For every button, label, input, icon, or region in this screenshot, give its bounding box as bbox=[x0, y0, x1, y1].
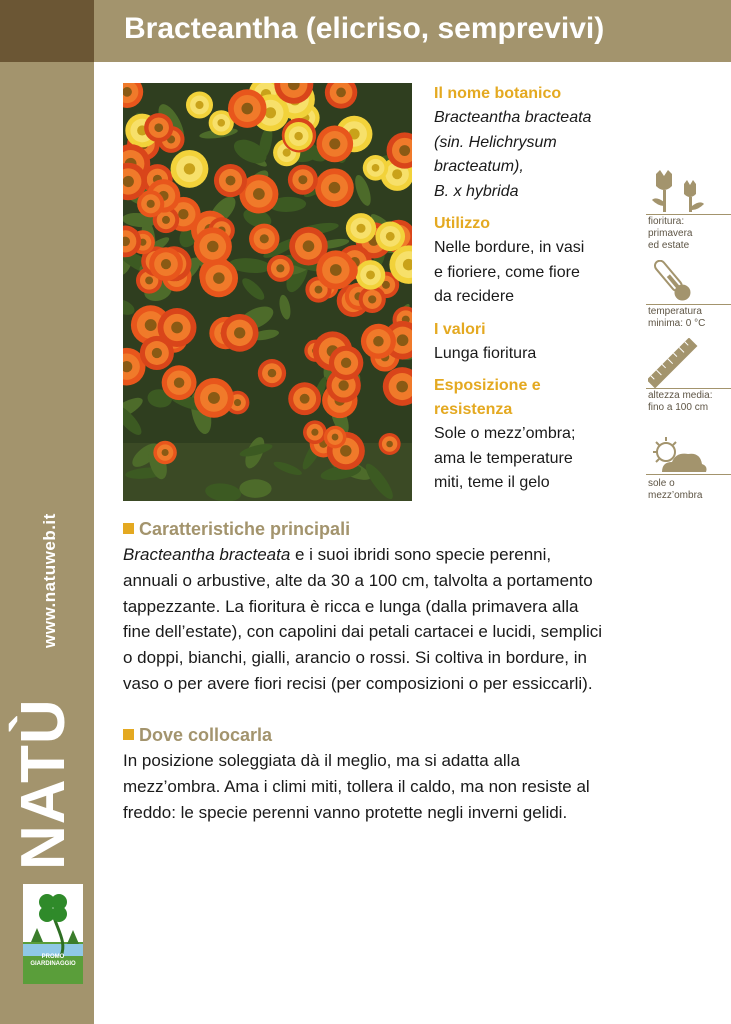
flower-head bbox=[221, 314, 259, 352]
placement-line: freddo: le specie perenni vanno protette negli inverni gelidi. bbox=[123, 802, 568, 822]
exposure-label bbox=[648, 478, 731, 502]
flower-head bbox=[200, 259, 238, 297]
exposure-heading-line: Esposizione e bbox=[434, 377, 541, 394]
sidebar-top-block bbox=[0, 0, 94, 62]
flower-head bbox=[363, 155, 389, 181]
icon-divider bbox=[646, 214, 731, 215]
flower-head bbox=[346, 213, 376, 243]
height-label bbox=[648, 390, 731, 414]
features-heading-text: Caratteristiche principali bbox=[139, 519, 351, 539]
flower-head bbox=[249, 224, 279, 254]
flower-head bbox=[162, 365, 197, 400]
tulip-icon bbox=[648, 168, 712, 212]
flower-head bbox=[149, 247, 183, 281]
promo-giardinaggio-logo bbox=[23, 884, 83, 984]
features-line: fine dell’estate), con capolini dai petali cartacei e lucidi, semplici bbox=[123, 622, 603, 642]
flower-head bbox=[288, 382, 321, 415]
bullet-square bbox=[123, 523, 134, 534]
flower-head bbox=[315, 168, 354, 207]
exposure-text bbox=[434, 422, 624, 496]
use-heading: Utilizzo bbox=[434, 215, 490, 232]
placement-section bbox=[123, 722, 683, 825]
use-line: da recidere bbox=[434, 288, 515, 305]
botanical-line: B. x hybrida bbox=[434, 182, 519, 200]
flower-head bbox=[186, 91, 213, 118]
clover-icon bbox=[23, 884, 83, 984]
temperature-label-line: minima: 0 °C bbox=[648, 318, 706, 329]
temperature-label bbox=[648, 306, 731, 330]
temperature-label-line: temperatura bbox=[648, 306, 702, 317]
sidebar bbox=[0, 0, 94, 1024]
features-line: o doppi, bianchi, gialli, arancio o rossi. Si coltiva in bordure, in bbox=[123, 648, 587, 668]
values-heading: I valori bbox=[434, 320, 486, 338]
flower-head bbox=[356, 260, 386, 290]
features-line: tappezzante. La fioritura è ricca e lunga (dalla primavera alla bbox=[123, 596, 579, 616]
exposure-label-line: mezz’ombra bbox=[648, 490, 703, 501]
flower-head bbox=[144, 113, 173, 142]
brand-logo: NATÙ bbox=[9, 698, 78, 870]
placement-heading-text: Dove collocarla bbox=[139, 725, 273, 745]
features-line: annuali o arbustive, alte da 30 a 100 cm, talvolta a portamento bbox=[123, 570, 593, 590]
botanical-line: (sin. Helichrysum bbox=[434, 133, 557, 151]
flower-head bbox=[303, 420, 327, 444]
icon-divider bbox=[646, 304, 731, 305]
use-line: Nelle bordure, in vasi bbox=[434, 239, 585, 256]
ruler-icon bbox=[648, 338, 708, 388]
exposure-line: miti, teme il gelo bbox=[434, 474, 550, 491]
flower-photo bbox=[123, 83, 412, 501]
flowering-label-line: ed estate bbox=[648, 240, 690, 251]
botanical-text bbox=[434, 106, 624, 204]
flower-head bbox=[194, 227, 232, 265]
botanical-line: bracteatum), bbox=[434, 158, 524, 175]
exposure-line: ama le temperature bbox=[434, 449, 573, 467]
flower-head bbox=[194, 378, 234, 418]
brand-vertical bbox=[8, 513, 79, 870]
use-line: e fioriere, come fiore bbox=[434, 263, 580, 281]
height-label-line: altezza media: bbox=[648, 390, 713, 401]
leaf bbox=[239, 479, 271, 498]
flower-head bbox=[228, 89, 267, 128]
placement-heading bbox=[123, 722, 683, 748]
exposure-label-line: sole o bbox=[648, 478, 675, 489]
flower-head bbox=[324, 426, 347, 449]
flowering-label-line: primavera bbox=[648, 228, 693, 239]
exposure-heading bbox=[434, 374, 624, 422]
flower-head bbox=[361, 324, 396, 359]
features-text bbox=[123, 542, 683, 697]
placement-line: In posizione soleggiata dà il meglio, ma si adatta alla bbox=[123, 751, 520, 770]
flowers-image bbox=[123, 83, 412, 501]
placement-line: mezz’ombra. Ama i climi miti, tollera il caldo, ma non resiste al bbox=[123, 776, 590, 796]
flower-head bbox=[379, 433, 401, 455]
bullet-square bbox=[123, 729, 134, 740]
species-name: Bracteantha bracteata bbox=[123, 545, 291, 564]
botanical-heading: Il nome botanico bbox=[434, 85, 562, 102]
flower-head bbox=[316, 126, 353, 163]
botanical-line: Bracteantha bracteata bbox=[434, 109, 592, 126]
page-title: Bracteantha (elicriso, semprevivi) bbox=[124, 12, 605, 45]
flower-head bbox=[329, 346, 363, 380]
flower-head bbox=[288, 165, 318, 195]
flower-head bbox=[267, 255, 294, 282]
flower-head bbox=[158, 308, 197, 347]
flower-head bbox=[258, 359, 286, 387]
flower-head bbox=[316, 250, 355, 289]
features-heading bbox=[123, 516, 683, 542]
features-line-text: e i suoi ibridi sono specie perenni, bbox=[290, 545, 552, 564]
flowering-label-line: fioritura: bbox=[648, 216, 685, 227]
sun-cloud-icon bbox=[648, 434, 710, 474]
flower-head bbox=[214, 164, 247, 197]
flower-head bbox=[153, 441, 176, 464]
features-section bbox=[123, 516, 683, 697]
exposure-heading-line: resistenza bbox=[434, 401, 513, 418]
features-line: vaso o per avere fiori recisi (per composizioni o per essiccarli). bbox=[123, 673, 593, 693]
flower-head bbox=[284, 122, 312, 150]
height-label-line: fino a 100 cm bbox=[648, 402, 709, 413]
icon-divider bbox=[646, 388, 731, 389]
promo-logo-label: PROMO GIARDINAGGIO bbox=[30, 954, 76, 967]
info-panel bbox=[434, 82, 624, 504]
flower-head bbox=[375, 222, 405, 252]
flowering-label bbox=[648, 216, 731, 252]
features-line bbox=[123, 542, 683, 568]
exposure-line: Sole o mezz’ombra; bbox=[434, 425, 576, 442]
thermometer-icon bbox=[648, 260, 708, 302]
icon-divider bbox=[646, 474, 731, 475]
values-text bbox=[434, 342, 624, 367]
placement-text bbox=[123, 748, 683, 825]
flower-head bbox=[171, 150, 209, 188]
values-line: Lunga fioritura bbox=[434, 344, 537, 362]
flower-head bbox=[359, 286, 386, 313]
use-text bbox=[434, 236, 624, 310]
brand-website: www.natuweb.it bbox=[40, 513, 59, 648]
